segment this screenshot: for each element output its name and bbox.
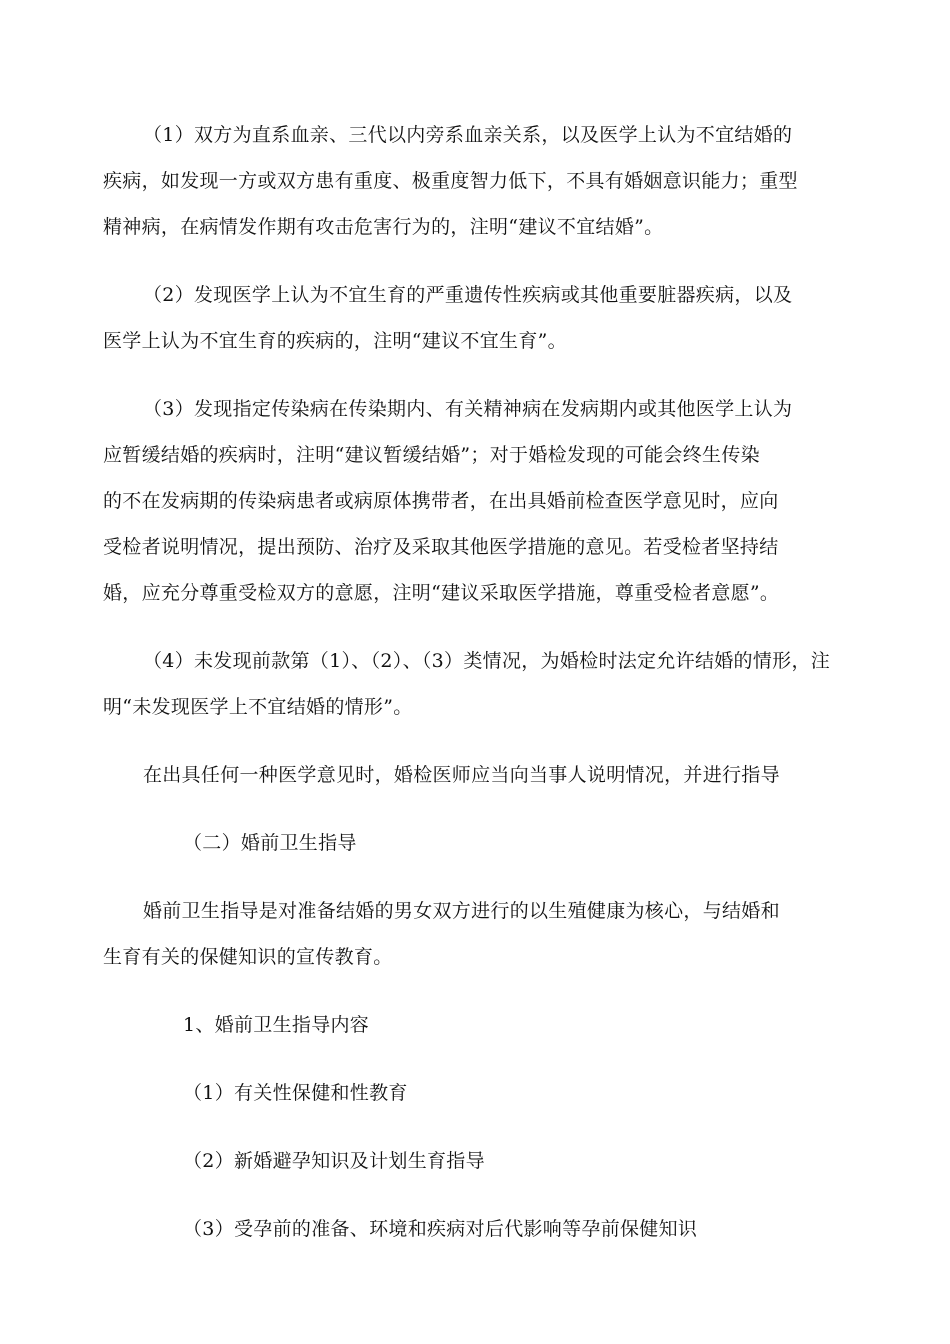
text-line: 应暂缓结婚的疾病时，注明“建议暂缓结婚”；对于婚检发现的可能会终生传染 [103,444,760,466]
text-line: 医学上认为不宜生育的疾病的，注明“建议不宜生育”。 [103,330,567,352]
subheading: 1、婚前卫生指导内容 [183,1014,370,1036]
text-line: 婚，应充分尊重受检双方的意愿，注明“建议采取医学措施，尊重受检者意愿”。 [103,582,780,604]
text-line: （2）发现医学上认为不宜生育的严重遗传性疾病或其他重要脏器疾病，以及 [143,284,793,306]
text-line: 的不在发病期的传染病患者或病原体携带者，在出具婚前检查医学意见时，应向 [103,490,779,512]
paragraph-intro [103,888,811,980]
text-line: 受检者说明情况，提出预防、治疗及采取其他医学措施的意见。若受检者坚持结 [103,536,779,558]
document-body [103,112,831,1274]
text-line: 明“未发现医学上不宜结婚的情形”。 [103,696,413,718]
section-heading: （二）婚前卫生指导 [183,832,357,854]
paragraph-opinion-1 [103,112,811,250]
text-line: 生育有关的保健知识的宣传教育。 [103,946,393,968]
paragraph-opinion-3 [103,386,811,616]
text-line: 在出具任何一种医学意见时，婚检医师应当向当事人说明情况，并进行指导 [143,764,780,786]
text-line: （4）未发现前款第（1）、（2）、（3）类情况，为婚检时法定允许结婚的情形，注 [143,650,831,672]
text-line: 精神病，在病情发作期有攻击危害行为的，注明“建议不宜结婚”。 [103,216,664,238]
text-line: 婚前卫生指导是对准备结婚的男女双方进行的以生殖健康为核心，与结婚和 [143,900,780,922]
text-line: （3）发现指定传染病在传染期内、有关精神病在发病期内或其他医学上认为 [143,398,793,420]
list-item: （2）新婚避孕知识及计划生育指导 [183,1150,485,1172]
text-line: （1）双方为直系血亲、三代以内旁系血亲关系，以及医学上认为不宜结婚的 [143,124,793,146]
list-item: （1）有关性保健和性教育 [183,1082,408,1104]
paragraph-opinion-4 [103,638,831,730]
paragraph-guidance-note [143,752,811,798]
paragraph-opinion-2 [103,272,811,364]
list-item: （3）受孕前的准备、环境和疾病对后代影响等孕前保健知识 [183,1218,698,1240]
text-line: 疾病，如发现一方或双方患有重度、极重度智力低下，不具有婚姻意识能力；重型 [103,170,798,192]
